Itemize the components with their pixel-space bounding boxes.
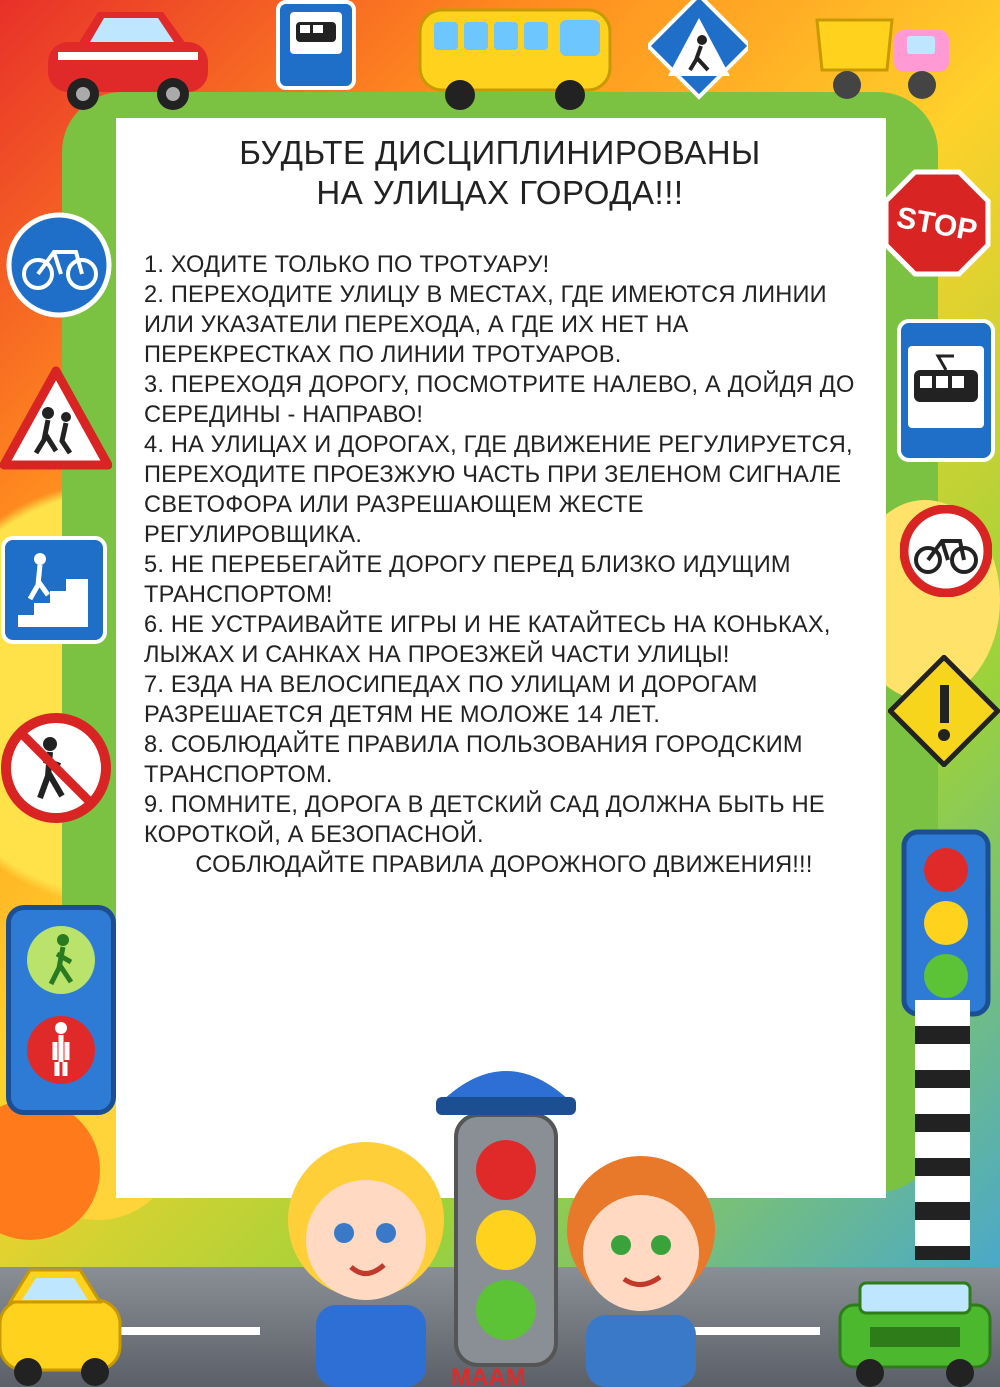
pedestrian-light-icon xyxy=(6,905,116,1115)
closing-slogan: СОБЛЮДАЙТЕ ПРАВИЛА ДОРОЖНОГО ДВИЖЕНИЯ!!! xyxy=(195,852,813,878)
title-line-1: БУДЬТЕ ДИСЦИПЛИНИРОВАНЫ xyxy=(239,134,761,171)
rule-item: 4. НА УЛИЦАХ И ДОРОГАХ, ГДЕ ДВИЖЕНИЕ РЕГУЛИРУЕТСЯ, ПЕРЕХОДИТЕ ПРОЕЗЖУЮ ЧАСТЬ ПРИ ЗЕЛЕНОМ СИГНАЛЕ СВЕТОФОРА ИЛИ РАЗРЕШАЮЩЕМ ЖЕСТЕ РЕГУЛИРОВЩИКА. xyxy=(144,432,853,548)
traffic-light-icon xyxy=(892,828,1000,1018)
rule-item: 3. ПЕРЕХОДЯ ДОРОГУ, ПОСМОТРИТЕ НАЛЕВО, А ДОЙДЯ ДО СЕРЕДИНЫ - НАПРАВО! xyxy=(144,372,855,428)
rules-list xyxy=(144,250,864,880)
rule-item: 1. ХОДИТЕ ТОЛЬКО ПО ТРОТУАРУ! xyxy=(144,252,550,278)
pedestrian-light-signals-icon xyxy=(11,910,111,1110)
pedestrian-crossing-sign-icon xyxy=(648,0,748,110)
rule-item: 7. ЕЗДА НА ВЕЛОСИПЕДАХ ПО УЛИЦАМ И ДОРОГАМ РАЗРЕШАЕТСЯ ДЕТЯМ НЕ МОЛОЖЕ 14 ЛЕТ. xyxy=(144,672,758,728)
crosswalk-pole xyxy=(915,1000,970,1260)
bicycle-path-sign-icon xyxy=(4,210,114,320)
car-icon xyxy=(38,2,218,112)
tram-stop-sign-icon xyxy=(896,318,996,463)
children-with-traffic-light-icon xyxy=(276,1035,736,1387)
road-marking xyxy=(120,1327,260,1335)
school-bus-icon xyxy=(410,0,620,115)
no-bicycles-sign-icon xyxy=(900,505,992,597)
dump-truck-icon xyxy=(812,0,962,110)
rule-item: 5. НЕ ПЕРЕБЕГАЙТЕ ДОРОГУ ПЕРЕД БЛИЗКО ИДУЩИМ ТРАНСПОРТОМ! xyxy=(144,552,791,608)
rule-item: 2. ПЕРЕХОДИТЕ УЛИЦУ В МЕСТАХ, ГДЕ ИМЕЮТСЯ ЛИНИИ ИЛИ УКАЗАТЕЛИ ПЕРЕХОДА, А ГДЕ ИХ НЕТ НА ПЕРЕКРЕСТКАХ ПО ЛИНИИ ТРОТУАРОВ. xyxy=(144,282,827,368)
watermark-text: МААМ xyxy=(451,1364,526,1387)
children-warning-sign-icon xyxy=(0,365,112,475)
danger-warning-sign-icon xyxy=(888,655,1000,767)
yellow-car-icon xyxy=(0,1250,130,1387)
rule-item: 8. СОБЛЮДАЙТЕ ПРАВИЛА ПОЛЬЗОВАНИЯ ГОРОДСКИМ ТРАНСПОРТОМ. xyxy=(144,732,803,788)
stop-sign-text: STOP xyxy=(893,201,980,248)
no-pedestrians-sign-icon xyxy=(0,712,112,824)
rule-item: 9. ПОМНИТЕ, ДОРОГА В ДЕТСКИЙ САД ДОЛЖНА БЫТЬ НЕ КОРОТКОЙ, А БЕЗОПАСНОЙ. xyxy=(144,792,825,848)
title-line-2: НА УЛИЦАХ ГОРОДА!!! xyxy=(316,174,684,211)
page-title xyxy=(0,133,1000,213)
green-jeep-icon xyxy=(830,1275,1000,1387)
bus-stop-sign-icon xyxy=(276,0,356,90)
underground-crossing-sign-icon xyxy=(0,535,108,645)
rule-item: 6. НЕ УСТРАИВАЙТЕ ИГРЫ И НЕ КАТАЙТЕСЬ НА КОНЬКАХ, ЛЫЖАХ И САНКАХ НА ПРОЕЗЖЕЙ ЧАСТИ УЛИЦЫ! xyxy=(144,612,831,668)
